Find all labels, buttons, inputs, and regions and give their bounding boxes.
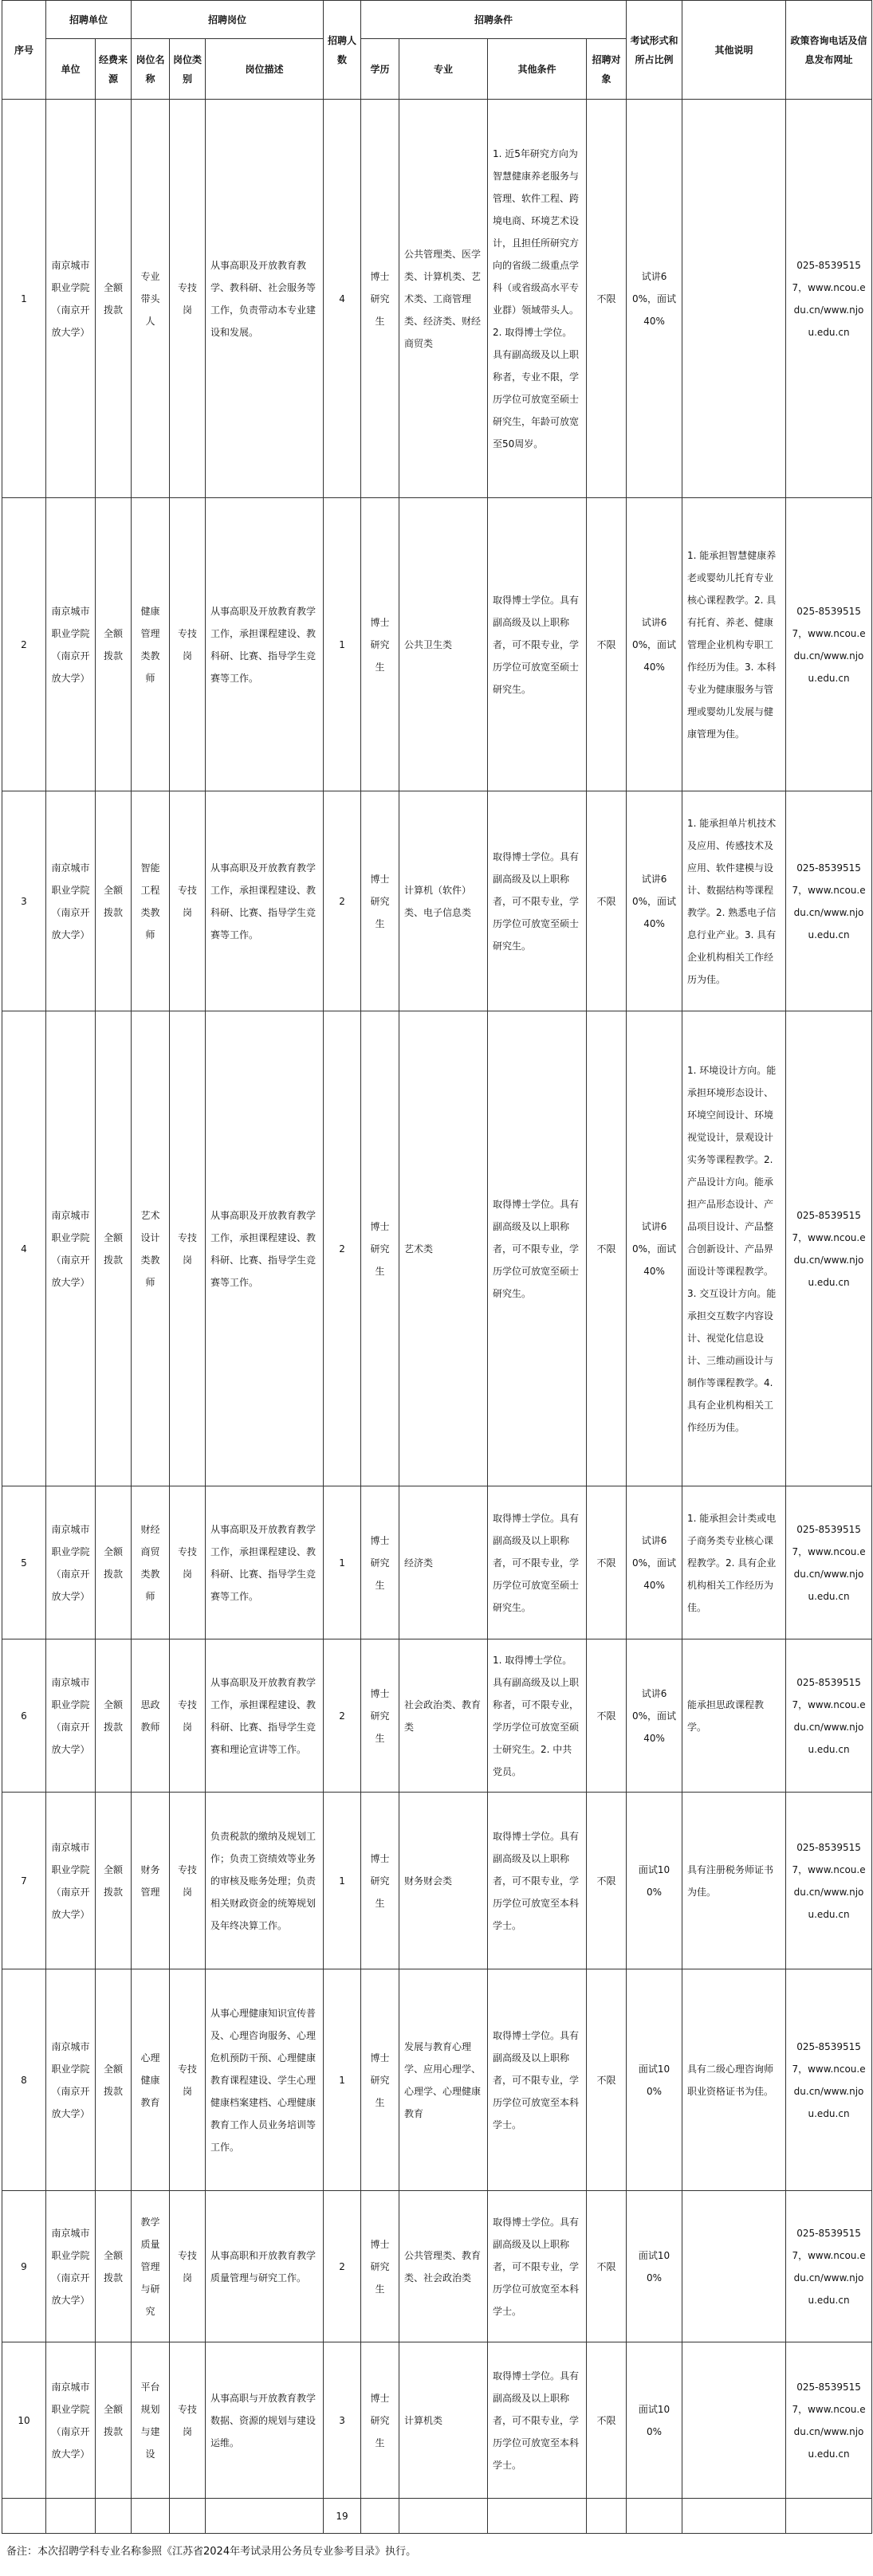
cell-post-desc: 从事高职与开放教育教学数据、资源的规划与建设运维。 <box>206 2342 324 2499</box>
cell-count: 1 <box>324 1793 361 1969</box>
total-row <box>2 2499 872 2534</box>
cell-exam: 面试100% <box>627 2342 682 2499</box>
cell-major: 财务财会类 <box>399 1793 488 1969</box>
recruitment-table <box>2 0 872 2534</box>
cell-degree: 博士研究生 <box>361 2191 399 2342</box>
cell-post-name: 智能工程类教师 <box>132 791 170 1011</box>
cell-count: 2 <box>324 1639 361 1793</box>
cell-post-type: 专技岗 <box>170 1011 206 1486</box>
cell-count: 2 <box>324 791 361 1011</box>
cell-target: 不限 <box>587 1793 627 1969</box>
cell-target: 不限 <box>587 791 627 1011</box>
cell-target: 不限 <box>587 2191 627 2342</box>
header-seq: 序号 <box>2 1 46 100</box>
cell-unit: 南京城市职业学院（南京开放大学） <box>46 1011 96 1486</box>
cell-exam: 试讲60%，面试40% <box>627 100 682 498</box>
cell-other-desc: 1. 能承担智慧健康养老或婴幼儿托育专业核心课程教学。2. 具有托育、养老、健康管理企业机构专职工作经历为佳。3. 本科专业为健康服务与管理或婴幼儿发展与健康管理为佳。 <box>682 498 786 791</box>
cell-unit: 南京城市职业学院（南京开放大学） <box>46 1793 96 1969</box>
cell-post-name: 专业带头人 <box>132 100 170 498</box>
cell-funding: 全额拨款 <box>96 2191 132 2342</box>
cell-other-desc <box>682 100 786 498</box>
cell-exam: 试讲60%，面试40% <box>627 791 682 1011</box>
cell-post-name: 财经商贸类教师 <box>132 1486 170 1639</box>
cell-seq: 9 <box>2 2191 46 2342</box>
header-degree: 学历 <box>361 39 399 100</box>
cell-exam: 面试100% <box>627 1969 682 2191</box>
cell-unit: 南京城市职业学院（南京开放大学） <box>46 100 96 498</box>
header-unit: 单位 <box>46 39 96 100</box>
cell-count: 1 <box>324 1969 361 2191</box>
header-post-type: 岗位类别 <box>170 39 206 100</box>
cell-seq: 10 <box>2 2342 46 2499</box>
cell-degree: 博士研究生 <box>361 1486 399 1639</box>
cell-other-desc: 1. 能承担单片机技术及应用、传感技术及应用、软件建模与设计、数据结构等课程教学。2. 熟悉电子信息行业产业。3. 具有企业机构相关工作经历为佳。 <box>682 791 786 1011</box>
header-cond-group: 招聘条件 <box>361 1 627 39</box>
cell-post-type: 专技岗 <box>170 498 206 791</box>
cell-funding: 全额拨款 <box>96 1969 132 2191</box>
cell-post-type: 专技岗 <box>170 2191 206 2342</box>
cell-contact: 025-85395157，www.ncou.edu.cn/www.njou.edu.cn <box>786 1486 872 1639</box>
cell-post-name: 教学质量管理与研究 <box>132 2191 170 2342</box>
cell-other-cond: 取得博士学位。具有副高级及以上职称者，可不限专业，学历学位可放宽至硕士研究生。 <box>488 1486 587 1639</box>
header-exam: 考试形式和所占比例 <box>627 1 682 100</box>
table-row <box>2 1486 872 1639</box>
cell-post-name: 思政教师 <box>132 1639 170 1793</box>
cell-seq: 7 <box>2 1793 46 1969</box>
cell-post-desc: 从事心理健康知识宣传普及、心理咨询服务、心理危机预防干预、心理健康教育课程建设、学生心理健康档案建档、心理健康教育工作人员业务培训等工作。 <box>206 1969 324 2191</box>
cell-degree: 博士研究生 <box>361 100 399 498</box>
cell-post-desc: 从事高职及开放教育教学、教科研、社会服务等工作，负责带动本专业建设和发展。 <box>206 100 324 498</box>
cell-count: 2 <box>324 2191 361 2342</box>
cell-other-cond: 1. 近5年研究方向为智慧健康养老服务与管理、软件工程、跨境电商、环境艺术设计，且担任所研究方向的省级二级重点学科（或省级高水平专业群）领域带头人。2. 取得博士学位。具有副高级及以上职称者，专业不限，学历学位可放宽至硕士研究生，年龄可放宽至50周岁。 <box>488 100 587 498</box>
table-row <box>2 2191 872 2342</box>
cell-target: 不限 <box>587 1639 627 1793</box>
cell-post-desc: 从事高职及开放教育教学工作，承担课程建设、教科研、比赛、指导学生竞赛和理论宣讲等工作。 <box>206 1639 324 1793</box>
cell-major: 计算机（软件）类、电子信息类 <box>399 791 488 1011</box>
cell-unit: 南京城市职业学院（南京开放大学） <box>46 498 96 791</box>
cell-other-cond: 取得博士学位。具有副高级及以上职称者，可不限专业，学历学位可放宽至本科学士。 <box>488 2342 587 2499</box>
cell-post-desc: 负责税款的缴纳及规划工作；负责工资绩效等业务的审核及账务处理；负责相关财政资金的统筹规划及年终决算工作。 <box>206 1793 324 1969</box>
cell-target: 不限 <box>587 1011 627 1486</box>
cell-other-desc: 具有二级心理咨询师职业资格证书为佳。 <box>682 1969 786 2191</box>
cell-post-type: 专技岗 <box>170 1639 206 1793</box>
cell-seq: 3 <box>2 791 46 1011</box>
cell-post-type: 专技岗 <box>170 1486 206 1639</box>
cell-contact: 025-85395157，www.ncou.edu.cn/www.njou.edu.cn <box>786 100 872 498</box>
header-funding: 经费来源 <box>96 39 132 100</box>
cell-other-cond: 取得博士学位。具有副高级及以上职称者，可不限专业，学历学位可放宽至硕士研究生。 <box>488 498 587 791</box>
cell-seq: 8 <box>2 1969 46 2191</box>
cell-other-desc: 1. 能承担会计类或电子商务类专业核心课程教学。2. 具有企业机构相关工作经历为佳。 <box>682 1486 786 1639</box>
cell-degree: 博士研究生 <box>361 1011 399 1486</box>
cell-funding: 全额拨款 <box>96 1011 132 1486</box>
header-target: 招聘对象 <box>587 39 627 100</box>
cell-funding: 全额拨款 <box>96 1639 132 1793</box>
cell-post-type: 专技岗 <box>170 791 206 1011</box>
cell-target: 不限 <box>587 1486 627 1639</box>
cell-exam: 试讲60%，面试40% <box>627 1486 682 1639</box>
cell-post-desc: 从事高职及开放教育教学工作，承担课程建设、教科研、比赛、指导学生竞赛等工作。 <box>206 1486 324 1639</box>
cell-target: 不限 <box>587 498 627 791</box>
cell-seq: 2 <box>2 498 46 791</box>
footnote: 备注：本次招聘学科专业名称参照《江苏省2024年考试录用公务员专业参考目录》执行。 <box>6 2546 417 2558</box>
cell-post-type: 专技岗 <box>170 2342 206 2499</box>
cell-other-desc: 能承担思政课程教学。 <box>682 1639 786 1793</box>
total-count: 19 <box>324 2499 361 2534</box>
cell-other-cond: 1. 取得博士学位。具有副高级及以上职称者，可不限专业，学历学位可放宽至硕士研究生。2. 中共党员。 <box>488 1639 587 1793</box>
cell-degree: 博士研究生 <box>361 791 399 1011</box>
cell-contact: 025-85395157，www.ncou.edu.cn/www.njou.edu.cn <box>786 791 872 1011</box>
cell-unit: 南京城市职业学院（南京开放大学） <box>46 1486 96 1639</box>
cell-count: 1 <box>324 498 361 791</box>
table-row <box>2 1011 872 1486</box>
cell-post-type: 专技岗 <box>170 1969 206 2191</box>
cell-major: 社会政治类、教育类 <box>399 1639 488 1793</box>
cell-funding: 全额拨款 <box>96 498 132 791</box>
cell-contact: 025-85395157，www.ncou.edu.cn/www.njou.edu.cn <box>786 1639 872 1793</box>
cell-post-name: 艺术设计类教师 <box>132 1011 170 1486</box>
header-major: 专业 <box>399 39 488 100</box>
cell-post-desc: 从事高职和开放教育教学质量管理与研究工作。 <box>206 2191 324 2342</box>
header-post-name: 岗位名称 <box>132 39 170 100</box>
header-contact: 政策咨询电话及信息发布网址 <box>786 1 872 100</box>
cell-major: 公共管理类、教育类、社会政治类 <box>399 2191 488 2342</box>
cell-post-desc: 从事高职及开放教育教学工作，承担课程建设、教科研、比赛、指导学生竞赛等工作。 <box>206 498 324 791</box>
cell-contact: 025-85395157，www.ncou.edu.cn/www.njou.edu.cn <box>786 1969 872 2191</box>
cell-funding: 全额拨款 <box>96 100 132 498</box>
table-row <box>2 498 872 791</box>
table-row <box>2 1639 872 1793</box>
cell-major: 艺术类 <box>399 1011 488 1486</box>
cell-major: 公共卫生类 <box>399 498 488 791</box>
cell-unit: 南京城市职业学院（南京开放大学） <box>46 2191 96 2342</box>
cell-other-desc <box>682 2191 786 2342</box>
cell-other-desc <box>682 2342 786 2499</box>
cell-exam: 试讲60%，面试40% <box>627 1639 682 1793</box>
cell-target: 不限 <box>587 100 627 498</box>
cell-other-cond: 取得博士学位。具有副高级及以上职称者，可不限专业，学历学位可放宽至硕士研究生。 <box>488 791 587 1011</box>
cell-post-desc: 从事高职及开放教育教学工作，承担课程建设、教科研、比赛、指导学生竞赛等工作。 <box>206 1011 324 1486</box>
cell-count: 3 <box>324 2342 361 2499</box>
cell-degree: 博士研究生 <box>361 1969 399 2191</box>
cell-contact: 025-85395157，www.ncou.edu.cn/www.njou.edu.cn <box>786 2191 872 2342</box>
cell-seq: 6 <box>2 1639 46 1793</box>
cell-major: 经济类 <box>399 1486 488 1639</box>
cell-other-cond: 取得博士学位。具有副高级及以上职称者，可不限专业，学历学位可放宽至本科学士。 <box>488 1969 587 2191</box>
cell-exam: 试讲60%，面试40% <box>627 1011 682 1486</box>
cell-post-type: 专技岗 <box>170 1793 206 1969</box>
cell-degree: 博士研究生 <box>361 1639 399 1793</box>
header-other-desc: 其他说明 <box>682 1 786 100</box>
cell-exam: 面试100% <box>627 1793 682 1969</box>
cell-target: 不限 <box>587 2342 627 2499</box>
table-row <box>2 1793 872 1969</box>
cell-degree: 博士研究生 <box>361 498 399 791</box>
header-post-desc: 岗位描述 <box>206 39 324 100</box>
cell-count: 1 <box>324 1486 361 1639</box>
cell-funding: 全额拨款 <box>96 1486 132 1639</box>
cell-major: 计算机类 <box>399 2342 488 2499</box>
header-count: 招聘人数 <box>324 1 361 100</box>
header-unit-group: 招聘单位 <box>46 1 132 39</box>
table-row <box>2 2342 872 2499</box>
cell-contact: 025-85395157，www.ncou.edu.cn/www.njou.edu.cn <box>786 1011 872 1486</box>
cell-other-cond: 取得博士学位。具有副高级及以上职称者，可不限专业，学历学位可放宽至本科学士。 <box>488 2191 587 2342</box>
cell-unit: 南京城市职业学院（南京开放大学） <box>46 1969 96 2191</box>
cell-target: 不限 <box>587 1969 627 2191</box>
cell-post-name: 心理健康教育 <box>132 1969 170 2191</box>
cell-degree: 博士研究生 <box>361 1793 399 1969</box>
cell-contact: 025-85395157，www.ncou.edu.cn/www.njou.edu.cn <box>786 1793 872 1969</box>
cell-post-name: 平台规划与建设 <box>132 2342 170 2499</box>
cell-degree: 博士研究生 <box>361 2342 399 2499</box>
cell-contact: 025-85395157，www.ncou.edu.cn/www.njou.edu.cn <box>786 2342 872 2499</box>
cell-unit: 南京城市职业学院（南京开放大学） <box>46 1639 96 1793</box>
table-row <box>2 1969 872 2191</box>
header-other-cond: 其他条件 <box>488 39 587 100</box>
table-row <box>2 100 872 498</box>
cell-unit: 南京城市职业学院（南京开放大学） <box>46 791 96 1011</box>
cell-other-cond: 取得博士学位。具有副高级及以上职称者，可不限专业，学历学位可放宽至硕士研究生。 <box>488 1011 587 1486</box>
cell-seq: 1 <box>2 100 46 498</box>
cell-funding: 全额拨款 <box>96 791 132 1011</box>
header-post-group: 招聘岗位 <box>132 1 324 39</box>
cell-funding: 全额拨款 <box>96 1793 132 1969</box>
cell-seq: 4 <box>2 1011 46 1486</box>
cell-seq: 5 <box>2 1486 46 1639</box>
cell-post-type: 专技岗 <box>170 100 206 498</box>
cell-contact: 025-85395157，www.ncou.edu.cn/www.njou.edu.cn <box>786 498 872 791</box>
cell-count: 2 <box>324 1011 361 1486</box>
cell-post-name: 健康管理类教师 <box>132 498 170 791</box>
cell-major: 公共管理类、医学类、计算机类、艺术类、工商管理类、经济类、财经商贸类 <box>399 100 488 498</box>
cell-count: 4 <box>324 100 361 498</box>
cell-unit: 南京城市职业学院（南京开放大学） <box>46 2342 96 2499</box>
cell-major: 发展与教育心理学、应用心理学、心理学、心理健康教育 <box>399 1969 488 2191</box>
cell-other-desc: 1. 环境设计方向。能承担环境形态设计、环境空间设计、环境视觉设计，景观设计实务等课程教学。2. 产品设计方向。能承担产品形态设计、产品项目设计、产品整合创新设计、产品界面设计等课程教学。3. 交互设计方向。能承担交互数字内容设计、视觉化信息设计、三维动画设计与制作等课程教学。4. 具有企业机构相关工作经历为佳。 <box>682 1011 786 1486</box>
cell-exam: 试讲60%，面试40% <box>627 498 682 791</box>
cell-post-desc: 从事高职及开放教育教学工作，承担课程建设、教科研、比赛、指导学生竞赛等工作。 <box>206 791 324 1011</box>
cell-other-desc: 具有注册税务师证书为佳。 <box>682 1793 786 1969</box>
table-row <box>2 791 872 1011</box>
cell-other-cond: 取得博士学位。具有副高级及以上职称者，可不限专业，学历学位可放宽至本科学士。 <box>488 1793 587 1969</box>
cell-post-name: 财务管理 <box>132 1793 170 1969</box>
cell-exam: 面试100% <box>627 2191 682 2342</box>
cell-funding: 全额拨款 <box>96 2342 132 2499</box>
